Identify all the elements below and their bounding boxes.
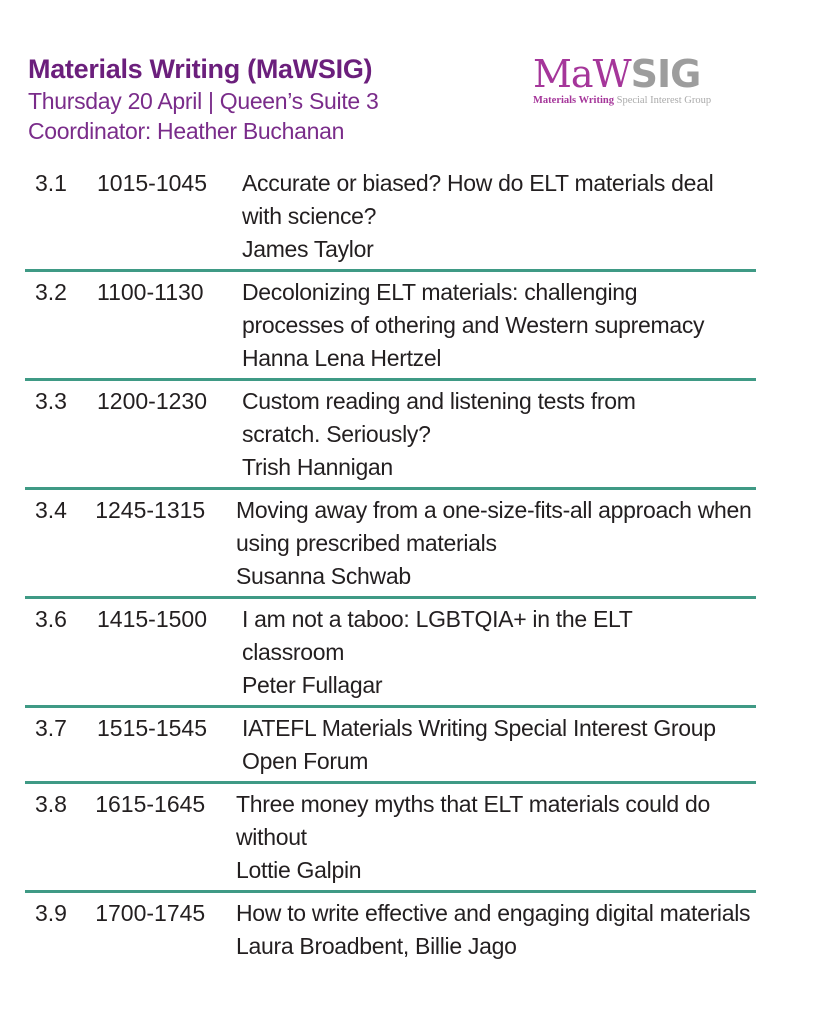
session-speaker: Peter Fullagar: [242, 672, 383, 698]
session-number: 3.3: [35, 388, 67, 414]
session-row: [25, 494, 756, 599]
session-title: Moving away from a one-size-fits-all approach when using prescribed materials: [236, 497, 752, 556]
session-number: 3.8: [35, 791, 67, 817]
logo-tag-secondary: Special Interest Group: [616, 95, 712, 106]
session-speaker: Hanna Lena Hertzel: [242, 345, 442, 371]
session-title: I am not a taboo: LGBTQIA+ in the ELT classroom: [242, 606, 633, 665]
session-row: [25, 276, 756, 381]
date-location: Thursday 20 April | Queen’s Suite 3: [28, 88, 379, 114]
session-time: 1015-1045: [97, 170, 207, 196]
session-time: 1200-1230: [97, 388, 207, 414]
session-title: How to write effective and engaging digital materials: [236, 900, 751, 926]
session-time: 1615-1645: [95, 791, 206, 817]
session-speaker: Susanna Schwab: [236, 563, 411, 589]
session-speaker: James Taylor: [242, 236, 374, 262]
session-title: Decolonizing ELT materials: challenging processes of othering and Western supremacy: [242, 279, 705, 338]
session-speaker: Lottie Galpin: [236, 857, 362, 883]
logo-sig: SIG: [630, 52, 701, 96]
coordinator: Coordinator: Heather Buchanan: [28, 118, 345, 144]
session-number: 3.9: [35, 900, 67, 926]
session-title: Custom reading and listening tests from scratch. Seriously?: [242, 388, 636, 447]
session-speaker: Laura Broadbent, Billie Jago: [236, 933, 517, 959]
session-number: 3.4: [35, 497, 67, 523]
session-time: 1700-1745: [95, 900, 206, 926]
logo-maw: MaW: [533, 52, 631, 96]
session-time: 1515-1545: [97, 715, 207, 741]
session-row: [25, 788, 756, 893]
session-row: [25, 167, 756, 272]
session-title: IATEFL Materials Writing Special Interest Group Open Forum: [242, 715, 716, 774]
session-row: [25, 385, 756, 490]
session-row: [25, 897, 756, 966]
session-row: [25, 603, 756, 708]
logo-tag-primary: Materials Writing: [533, 95, 614, 106]
session-row: [25, 712, 756, 784]
session-speaker: Trish Hannigan: [242, 454, 393, 480]
session-title: Three money myths that ELT materials could do without: [236, 791, 710, 850]
session-time: 1245-1315: [95, 497, 206, 523]
session-title: Accurate or biased? How do ELT materials deal with science?: [242, 170, 714, 229]
session-time: 1415-1500: [97, 606, 207, 632]
session-number: 3.7: [35, 715, 67, 741]
header: [28, 52, 378, 146]
session-number: 3.6: [35, 606, 67, 632]
session-table: [25, 167, 756, 970]
mawsig-logo: [533, 54, 763, 106]
session-number: 3.2: [35, 279, 67, 305]
session-number: 3.1: [35, 170, 67, 196]
page-title: Materials Writing (MaWSIG): [28, 54, 373, 84]
session-time: 1100-1130: [97, 279, 204, 305]
